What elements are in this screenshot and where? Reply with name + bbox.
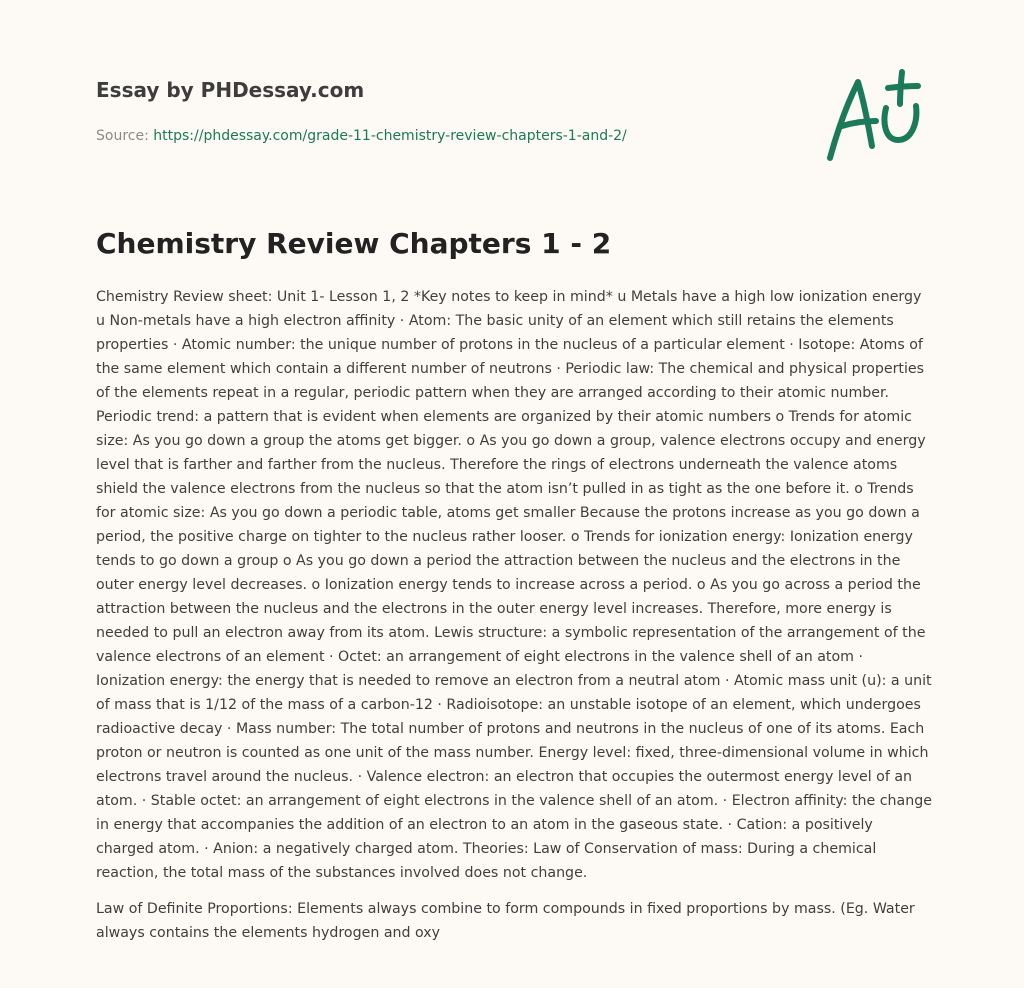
page-header — [96, 76, 736, 146]
source-link[interactable]: https://phdessay.com/grade-11-chemistry-review-chapters-1-and-2/ — [153, 128, 627, 144]
a-plus-logo-graphic — [820, 66, 930, 166]
essay-paragraph: Law of Definite Proportions: Elements always combine to form compounds in fixed proportions by mass. (Eg. Water always contains the elements hydrogen and oxy — [96, 901, 915, 941]
essay-body — [96, 285, 932, 957]
a-plus-logo — [820, 66, 930, 166]
source-label: Source: — [96, 128, 154, 144]
site-title: Essay by PHDessay.com — [96, 78, 365, 102]
document-title: Chemistry Review Chapters 1 - 2 — [96, 227, 612, 260]
essay-paragraph: Chemistry Review sheet: Unit 1- Lesson 1, 2 *Key notes to keep in mind* u Metals have a high low ionization energy u Non-metals have a high electron affinity · Atom: The basic unity of an element which still retains the elements properties · Atomic number: the unique number of protons in the nucleus of a particular element · Isotope: Atoms of the same element which contain a different number of neutrons · Periodic law: The chemical and physical properties of the elements repeat in a regular, periodic pattern when they are arranged according to their atomic number. Periodic trend: a pattern that is evident when elements are organized by their atomic numbers o Trends for atomic size: As you go down a group the atoms get bigger. o As you go down a group, valence electrons occupy and energy level that is farther and farther from the nucleus. Therefore the rings of electrons underneath the valence atoms shield the valence electrons from the nucleus so that the atom isn’t pulled in as tight as the one before it. o Trends for atomic size: As you go down a periodic table, atoms get smaller Because the protons increase as you go down a period, the positive charge on tighter to the nucleus rather looser. o Trends for ionization energy: Ionization energy tends to go down a group o As you go down a period the attraction between the nucleus and the electrons in the outer energy level decreases. o Ionization energy tends to increase across a period. o As you go across a period the attraction between the nucleus and the electrons in the outer energy level increases. Therefore, more energy is needed to pull an electron away from its atom. Lewis structure: a symbolic representation of the arrangement of the valence electrons of an element · Octet: an arrangement of eight electrons in the valence shell of an atom · Ionization energy: the energy that is needed to remove an electron from a neutral atom · Atomic mass unit (u): a unit of mass that is 1/12 of the mass of a carbon-12 · Radioisotope: an unstable isotope of an element, which undergoes radioactive decay · Mass number: The total number of protons and neutrons in the nucleus of one of its atoms. Each proton or neutron is counted as one unit of the mass number. Energy level: fixed, three-dimensional volume in which electrons travel around the nucleus. · Valence electron: an electron that occupies the outermost energy level of an atom. · Stable octet: an arrangement of eight electrons in the valence shell of an atom. · Electron affinity: the change in energy that accompanies the addition of an electron to an atom in the gaseous state. · Cation: a positively charged atom. · Anion: a negatively charged atom. Theories: Law of Conservation of mass: During a chemical reaction, the total mass of the substances involved does not change. — [96, 289, 932, 881]
source-line — [96, 126, 736, 146]
